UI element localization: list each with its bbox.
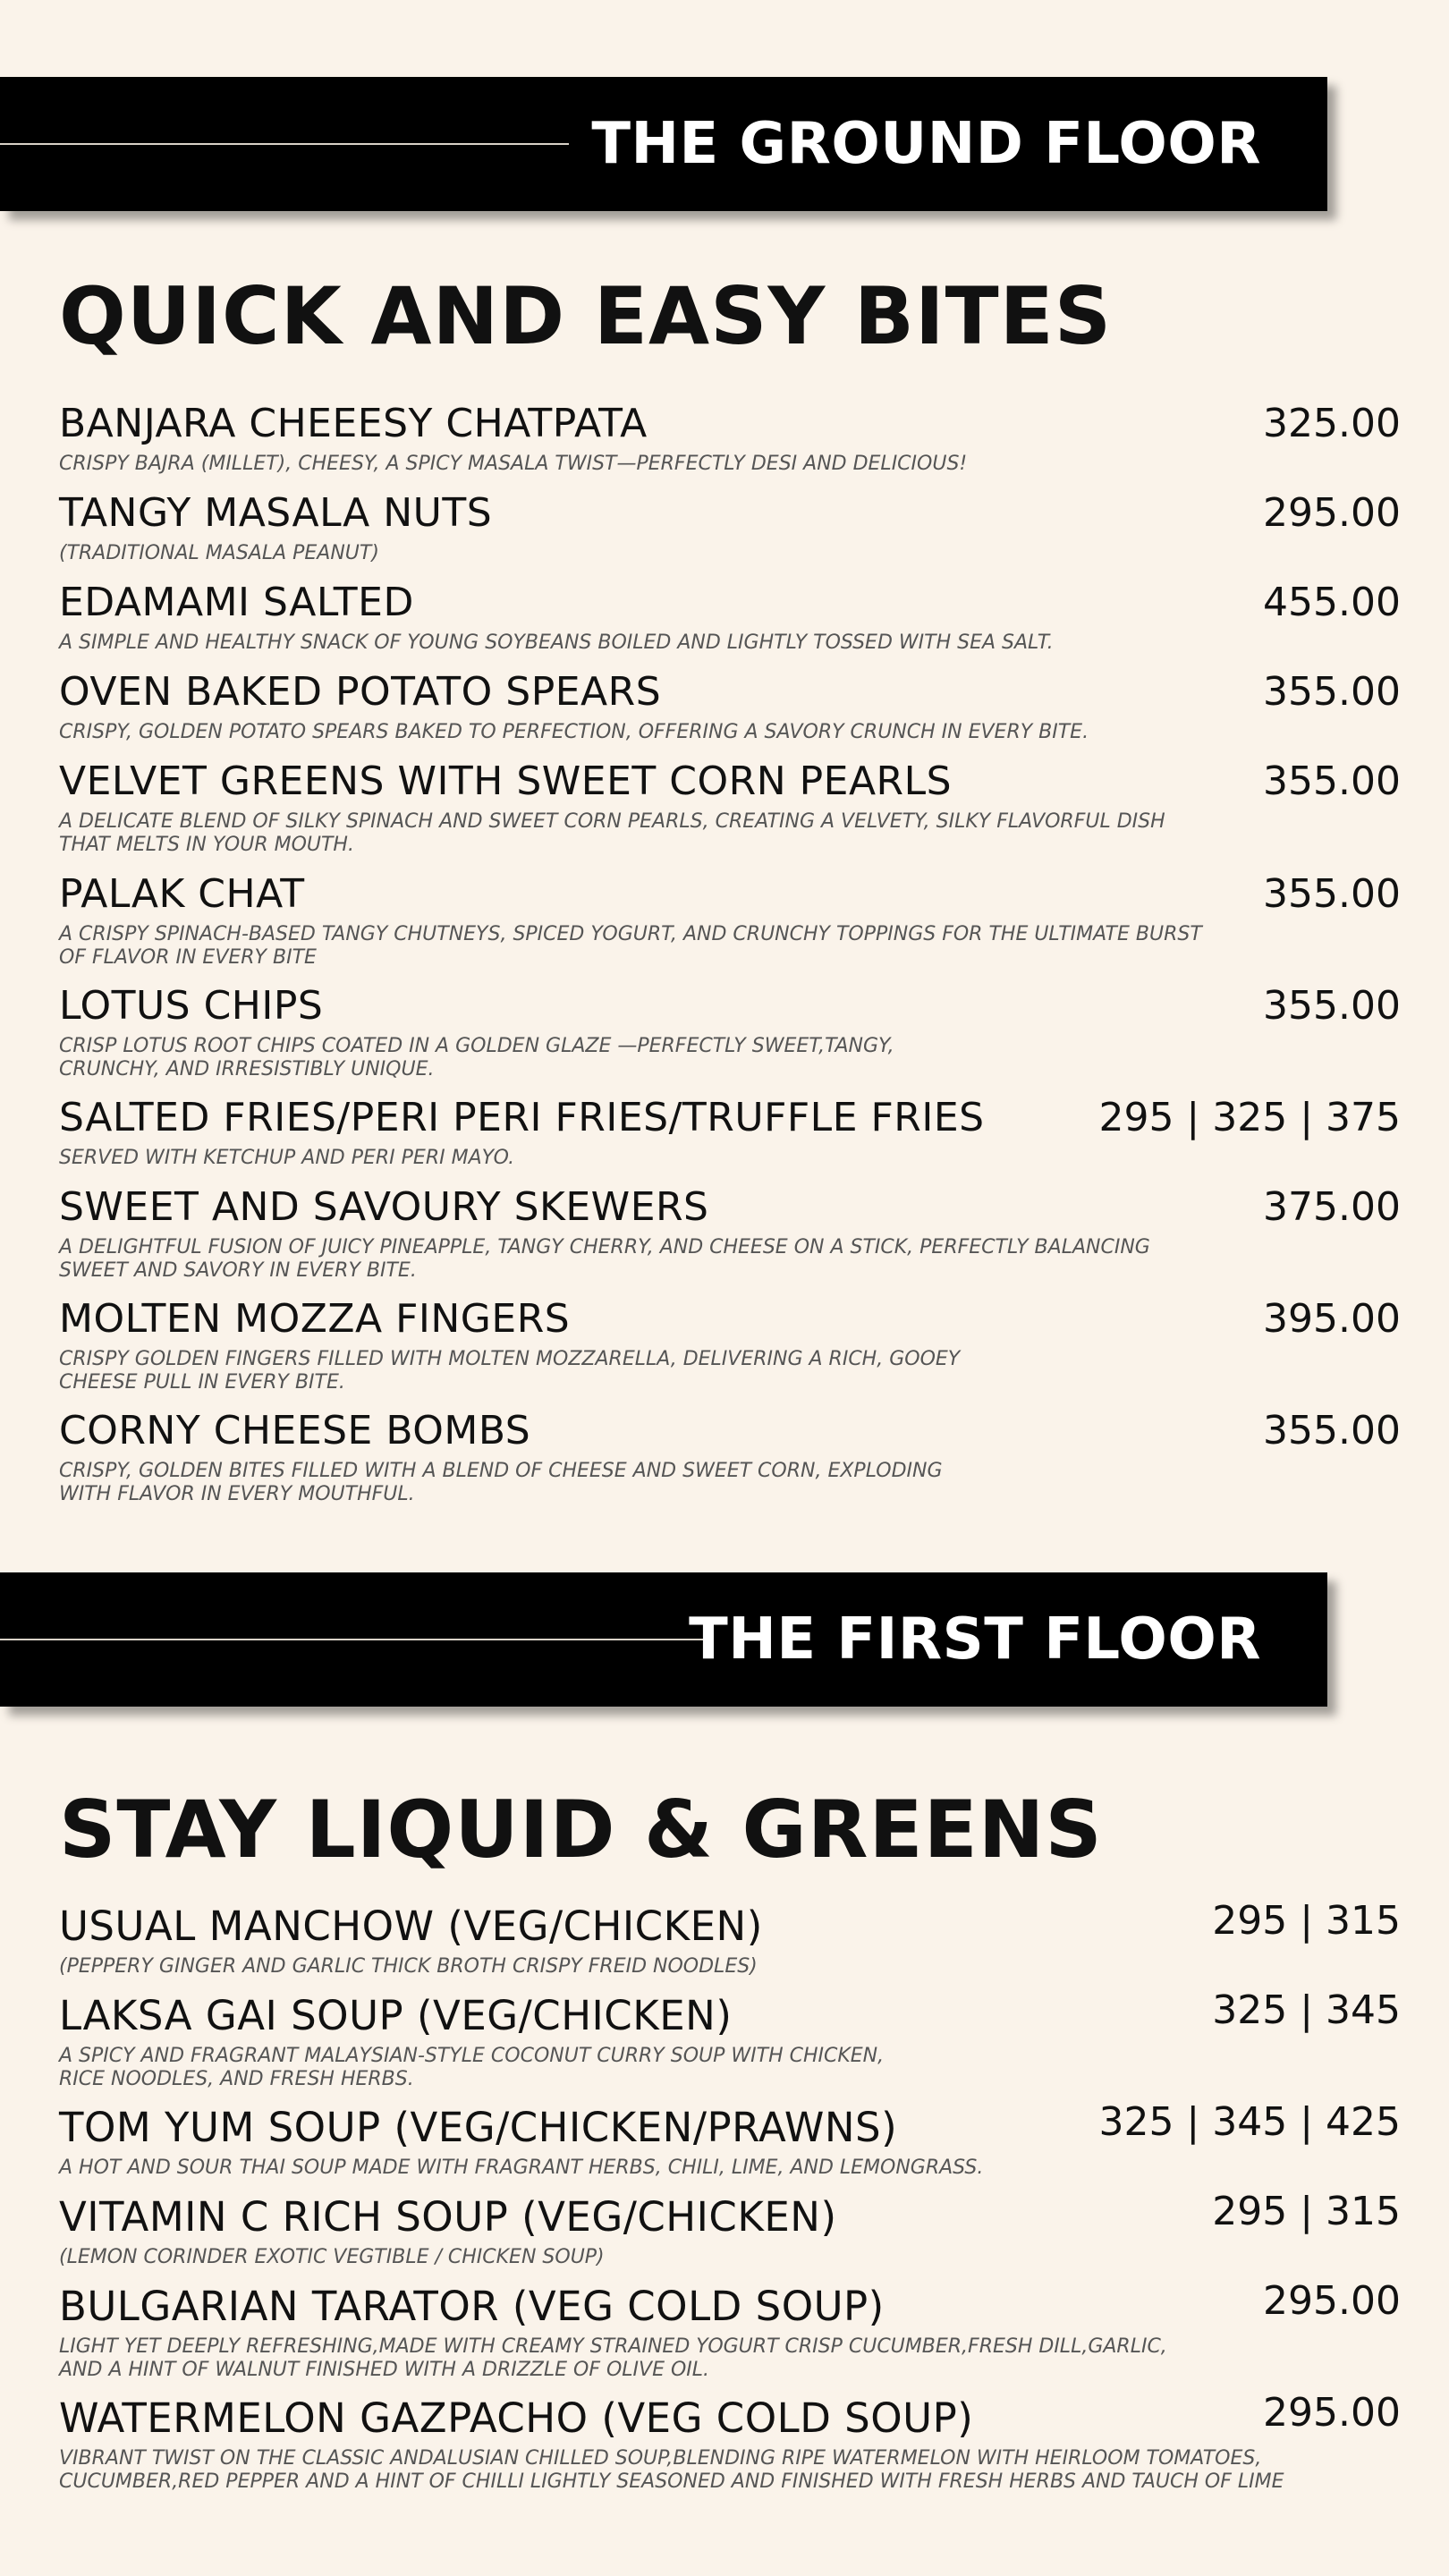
item-description: A DELICATE BLEND OF SILKY SPINACH AND SWEET CORN PEARLS, CREATING A VELVETY, SILKY FLAVORFUL DISH THAT MELTS IN YOUR MOUTH. (59, 810, 1165, 856)
item-description: LIGHT YET DEEPLY REFRESHING,MADE WITH CREAMY STRAINED YOGURT CRISP CUCUMBER,FRESH DILL,GARLIC, AND A HINT OF WALNUT FINISHED WITH A DRIZZLE OF OLIVE OIL. (59, 2335, 1167, 2381)
item-price: 325.00 (1263, 401, 1401, 446)
item-price: 395.00 (1263, 1296, 1401, 1342)
item-price: 295 | 315 (1212, 1898, 1401, 1944)
item-name: MOLTEN MOZZA FINGERS (59, 1296, 571, 1342)
menu-item (59, 981, 1401, 1081)
item-description: A SIMPLE AND HEALTHY SNACK OF YOUNG SOYBEANS BOILED AND LIGHTLY TOSSED WITH SEA SALT. (59, 631, 1054, 654)
item-description: A HOT AND SOUR THAI SOUP MADE WITH FRAGRANT HERBS, CHILI, LIME, AND LEMONGRASS. (59, 2157, 984, 2179)
menu-item (59, 1294, 1401, 1394)
menu-item (59, 2099, 1401, 2180)
item-price: 295 | 325 | 375 (1098, 1095, 1401, 1140)
item-description: A DELIGHTFUL FUSION OF JUICY PINEAPPLE, TANGY CHERRY, AND CHEESE ON A STICK, PERFECTLY BALANCING SWEET AND SAVORY IN EVERY BITE. (59, 1236, 1150, 1282)
item-price: 355.00 (1263, 871, 1401, 917)
item-description: CRISPY, GOLDEN POTATO SPEARS BAKED TO PERFECTION, OFFERING A SAVORY CRUNCH IN EVERY BITE. (59, 721, 1089, 743)
banner-rule (0, 1639, 712, 1640)
item-description: VIBRANT TWIST ON THE CLASSIC ANDALUSIAN CHILLED SOUP,BLENDING RIPE WATERMELON WITH HEIRLOOM TOMATOES, CUCUMBER,RED PEPPER AND A HINT OF CHILLI LIGHTLY SEASONED AND FINISHED WITH FRESH HERBS AND TAUCH OF LIME (59, 2447, 1284, 2493)
item-price: 295.00 (1263, 2278, 1401, 2324)
item-name: SWEET AND SAVOURY SKEWERS (59, 1184, 709, 1230)
item-name: SALTED FRIES/PERI PERI FRIES/TRUFFLE FRIES (59, 1095, 985, 1140)
item-description: (TRADITIONAL MASALA PEANUT) (59, 542, 379, 564)
item-name: CORNY CHEESE BOMBS (59, 1408, 531, 1453)
item-price: 325 | 345 (1212, 1987, 1401, 2033)
first-floor-title: THE FIRST FLOOR (689, 1606, 1261, 1673)
item-price: 295 | 315 (1212, 2189, 1401, 2234)
item-price: 295.00 (1263, 490, 1401, 536)
ground-floor-title: THE GROUND FLOOR (591, 111, 1261, 177)
item-name: BANJARA CHEEESY CHATPATA (59, 401, 648, 446)
item-price: 355.00 (1263, 758, 1401, 804)
menu-item (59, 1987, 1401, 2091)
menu-item (59, 2278, 1401, 2382)
item-description: SERVED WITH KETCHUP AND PERI PERI MAYO. (59, 1147, 515, 1169)
item-description: CRISPY GOLDEN FINGERS FILLED WITH MOLTEN MOZZARELLA, DELIVERING A RICH, GOOEY CHEESE PULL IN EVERY BITE. (59, 1348, 961, 1394)
item-name: OVEN BAKED POTATO SPEARS (59, 669, 662, 715)
item-name: TOM YUM SOUP (VEG/CHICKEN/PRAWNS) (59, 2104, 898, 2151)
item-price: 355.00 (1263, 1408, 1401, 1453)
item-name: BULGARIAN TARATOR (VEG COLD SOUP) (59, 2283, 885, 2330)
item-description: CRISPY BAJRA (MILLET), CHEESY, A SPICY MASALA TWIST—PERFECTLY DESI AND DELICIOUS! (59, 453, 968, 475)
item-name: PALAK CHAT (59, 871, 305, 917)
banner-rule (0, 143, 569, 145)
menu-item (59, 578, 1401, 655)
item-price: 375.00 (1263, 1184, 1401, 1230)
menu-item (59, 869, 1401, 970)
menu-item (59, 1898, 1401, 1979)
menu-item (59, 2390, 1401, 2494)
first-floor-banner (0, 1572, 1327, 1707)
item-description: (PEPPERY GINGER AND GARLIC THICK BROTH CRISPY FREID NOODLES) (59, 1955, 758, 1978)
section-title-quick-bites: QUICK AND EASY BITES (59, 270, 1113, 362)
item-description: CRISPY, GOLDEN BITES FILLED WITH A BLEND OF CHEESE AND SWEET CORN, EXPLODING WITH FLAVOR IN EVERY MOUTHFUL. (59, 1460, 943, 1505)
item-price: 295.00 (1263, 2390, 1401, 2436)
item-price: 325 | 345 | 425 (1098, 2099, 1401, 2145)
menu-item (59, 1093, 1401, 1170)
item-name: LOTUS CHIPS (59, 983, 324, 1029)
item-name: WATERMELON GAZPACHO (VEG COLD SOUP) (59, 2394, 974, 2442)
item-description: CRISP LOTUS ROOT CHIPS COATED IN A GOLDEN GLAZE —PERFECTLY SWEET,TANGY, CRUNCHY, AND IRRESISTIBLY UNIQUE. (59, 1035, 894, 1080)
item-name: TANGY MASALA NUTS (59, 490, 493, 536)
item-price: 355.00 (1263, 669, 1401, 715)
item-name: EDAMAMI SALTED (59, 580, 414, 625)
item-price: 355.00 (1263, 983, 1401, 1029)
ground-floor-banner (0, 77, 1327, 211)
item-name: VITAMIN C RICH SOUP (VEG/CHICKEN) (59, 2193, 837, 2241)
item-name: VELVET GREENS WITH SWEET CORN PEARLS (59, 758, 953, 804)
menu-item (59, 399, 1401, 476)
menu-item (59, 1406, 1401, 1506)
item-description: (LEMON CORINDER EXOTIC VEGTIBLE / CHICKEN SOUP) (59, 2246, 605, 2268)
item-description: A SPICY AND FRAGRANT MALAYSIAN-STYLE COCONUT CURRY SOUP WITH CHICKEN, RICE NOODLES, AND FRESH HERBS. (59, 2045, 885, 2090)
item-name: USUAL MANCHOW (VEG/CHICKEN) (59, 1902, 763, 1950)
menu-item (59, 2189, 1401, 2269)
menu-item (59, 757, 1401, 857)
menu-item (59, 488, 1401, 565)
item-description: A CRISPY SPINACH-BASED TANGY CHUTNEYS, SPICED YOGURT, AND CRUNCHY TOPPINGS FOR THE ULTIMATE BURST OF FLAVOR IN EVERY BITE (59, 923, 1202, 969)
menu-item (59, 1182, 1401, 1283)
item-price: 455.00 (1263, 580, 1401, 625)
section-title-liquid-greens: STAY LIQUID & GREENS (59, 1784, 1103, 1876)
item-name: LAKSA GAI SOUP (VEG/CHICKEN) (59, 1992, 733, 2039)
menu-item (59, 667, 1401, 744)
